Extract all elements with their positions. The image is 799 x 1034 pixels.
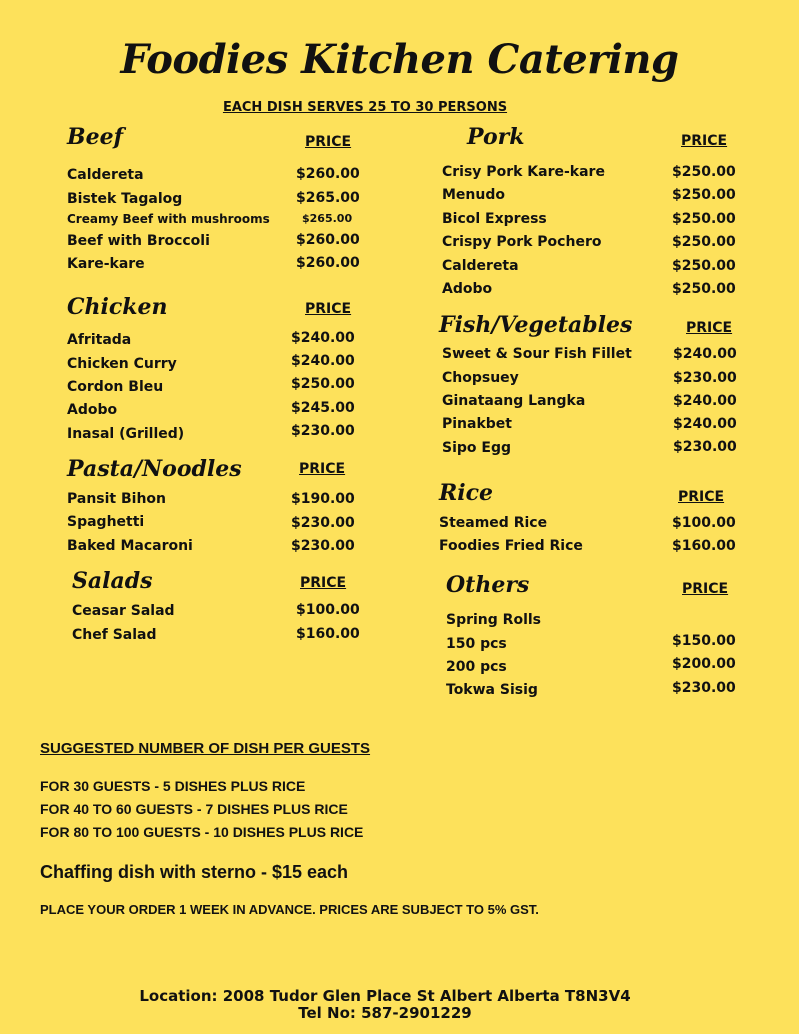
menu-item: Creamy Beef with mushrooms	[67, 212, 270, 226]
menu-item: 150 pcs	[446, 636, 507, 652]
order-advance-note: PLACE YOUR ORDER 1 WEEK IN ADVANCE. PRICES ARE SUBJECT TO 5% GST.	[40, 902, 539, 917]
menu-item: Adobo	[442, 281, 493, 297]
menu-item: Foodies Fried Rice	[439, 538, 583, 554]
menu-price: $240.00	[291, 353, 355, 369]
contact-footer	[0, 988, 770, 1022]
menu-item: Beef with Broccoli	[67, 233, 210, 249]
menu-item: Chef Salad	[72, 627, 157, 643]
menu-price: $150.00	[672, 633, 736, 649]
menu-price: $190.00	[291, 491, 355, 507]
menu-item: Sweet & Sour Fish Fillet	[442, 346, 632, 362]
menu-price: $245.00	[291, 400, 355, 416]
menu-item: Crispy Pork Pochero	[442, 234, 602, 250]
menu-price: $230.00	[291, 515, 355, 531]
menu-price: $230.00	[291, 423, 355, 439]
menu-price: $200.00	[672, 656, 736, 672]
menu-price: $265.00	[296, 190, 360, 206]
menu-item: Ginataang Langka	[442, 393, 586, 409]
price-header: PRICE	[305, 301, 352, 317]
menu-price: $265.00	[302, 212, 353, 225]
chafing-dish-note: Chaffing dish with sterno - $15 each	[40, 862, 349, 882]
price-header: PRICE	[682, 581, 729, 597]
menu-item: Crisy Pork Kare-kare	[442, 164, 605, 180]
price-header: PRICE	[678, 489, 725, 505]
menu-price: $160.00	[672, 538, 736, 554]
price-header: PRICE	[681, 133, 728, 149]
menu-item: Pansit Bihon	[67, 491, 167, 507]
menu-price: $260.00	[296, 232, 360, 248]
menu-item: Adobo	[67, 402, 118, 418]
menu-item: Menudo	[442, 187, 505, 203]
menu-item: Kare-kare	[67, 256, 145, 272]
menu-item: Afritada	[67, 332, 132, 348]
menu-price: $250.00	[672, 281, 736, 297]
menu-price: $250.00	[672, 234, 736, 250]
suggestions-heading: SUGGESTED NUMBER OF DISH PER GUESTS	[40, 740, 371, 757]
menu-price: $230.00	[673, 370, 737, 386]
section-title-others: Others	[446, 572, 530, 598]
menu-price: $160.00	[296, 626, 360, 642]
section-title-fish: Fish/Vegetables	[439, 312, 633, 338]
menu-price: $240.00	[673, 346, 737, 362]
menu-item: Baked Macaroni	[67, 538, 193, 554]
menu-price: $230.00	[672, 680, 736, 696]
menu-item: Ceasar Salad	[72, 603, 175, 619]
menu-item: Cordon Bleu	[67, 379, 164, 395]
menu-price: $240.00	[673, 393, 737, 409]
section-title-beef: Beef	[67, 124, 124, 150]
menu-item: Spring Rolls	[446, 612, 541, 628]
menu-item: 200 pcs	[446, 659, 507, 675]
menu-item: Bicol Express	[442, 211, 547, 227]
menu-item: Bistek Tagalog	[67, 191, 183, 207]
menu-item: Inasal (Grilled)	[67, 426, 185, 442]
price-header: PRICE	[305, 134, 352, 150]
menu-price: $230.00	[291, 538, 355, 554]
menu-price: $240.00	[291, 330, 355, 346]
menu-item: Caldereta	[67, 167, 144, 183]
menu-price: $260.00	[296, 166, 360, 182]
menu-item: Steamed Rice	[439, 515, 548, 531]
menu-item: Chicken Curry	[67, 356, 177, 372]
price-header: PRICE	[300, 575, 347, 591]
price-header: PRICE	[299, 461, 346, 477]
menu-price: $250.00	[672, 258, 736, 274]
menu-item: Sipo Egg	[442, 440, 512, 456]
menu-item: Spaghetti	[67, 514, 145, 530]
section-title-pork: Pork	[467, 124, 525, 150]
suggestion-line: FOR 30 GUESTS - 5 DISHES PLUS RICE	[40, 778, 306, 794]
page-title: Foodies Kitchen Catering	[120, 36, 679, 83]
menu-price: $250.00	[672, 211, 736, 227]
section-title-rice: Rice	[439, 480, 494, 506]
menu-item: Tokwa Sisig	[446, 682, 538, 698]
suggestion-line: FOR 80 TO 100 GUESTS - 10 DISHES PLUS RICE	[40, 824, 364, 840]
menu-item: Pinakbet	[442, 416, 512, 432]
guest-suggestions	[40, 740, 371, 840]
menu-price: $250.00	[672, 187, 736, 203]
section-title-chicken: Chicken	[67, 294, 168, 320]
phone-text: Tel No: 587-2901229	[298, 1004, 472, 1022]
menu-price: $240.00	[673, 416, 737, 432]
location-text: Location: 2008 Tudor Glen Place St Albert Alberta T8N3V4	[139, 987, 631, 1005]
menu-price: $250.00	[672, 164, 736, 180]
menu-price: $230.00	[673, 439, 737, 455]
menu-price: $260.00	[296, 255, 360, 271]
price-header: PRICE	[686, 320, 733, 336]
menu-item: Caldereta	[442, 258, 519, 274]
menu-item: Chopsuey	[442, 370, 519, 386]
section-title-salads: Salads	[72, 568, 153, 594]
menu-price: $100.00	[672, 515, 736, 531]
menu-price: $100.00	[296, 602, 360, 618]
suggestion-line: FOR 40 TO 60 GUESTS - 7 DISHES PLUS RICE	[40, 801, 348, 817]
menu-price: $250.00	[291, 376, 355, 392]
section-title-pasta: Pasta/Noodles	[67, 456, 242, 482]
servings-subtitle: EACH DISH SERVES 25 TO 30 PERSONS	[222, 100, 508, 115]
